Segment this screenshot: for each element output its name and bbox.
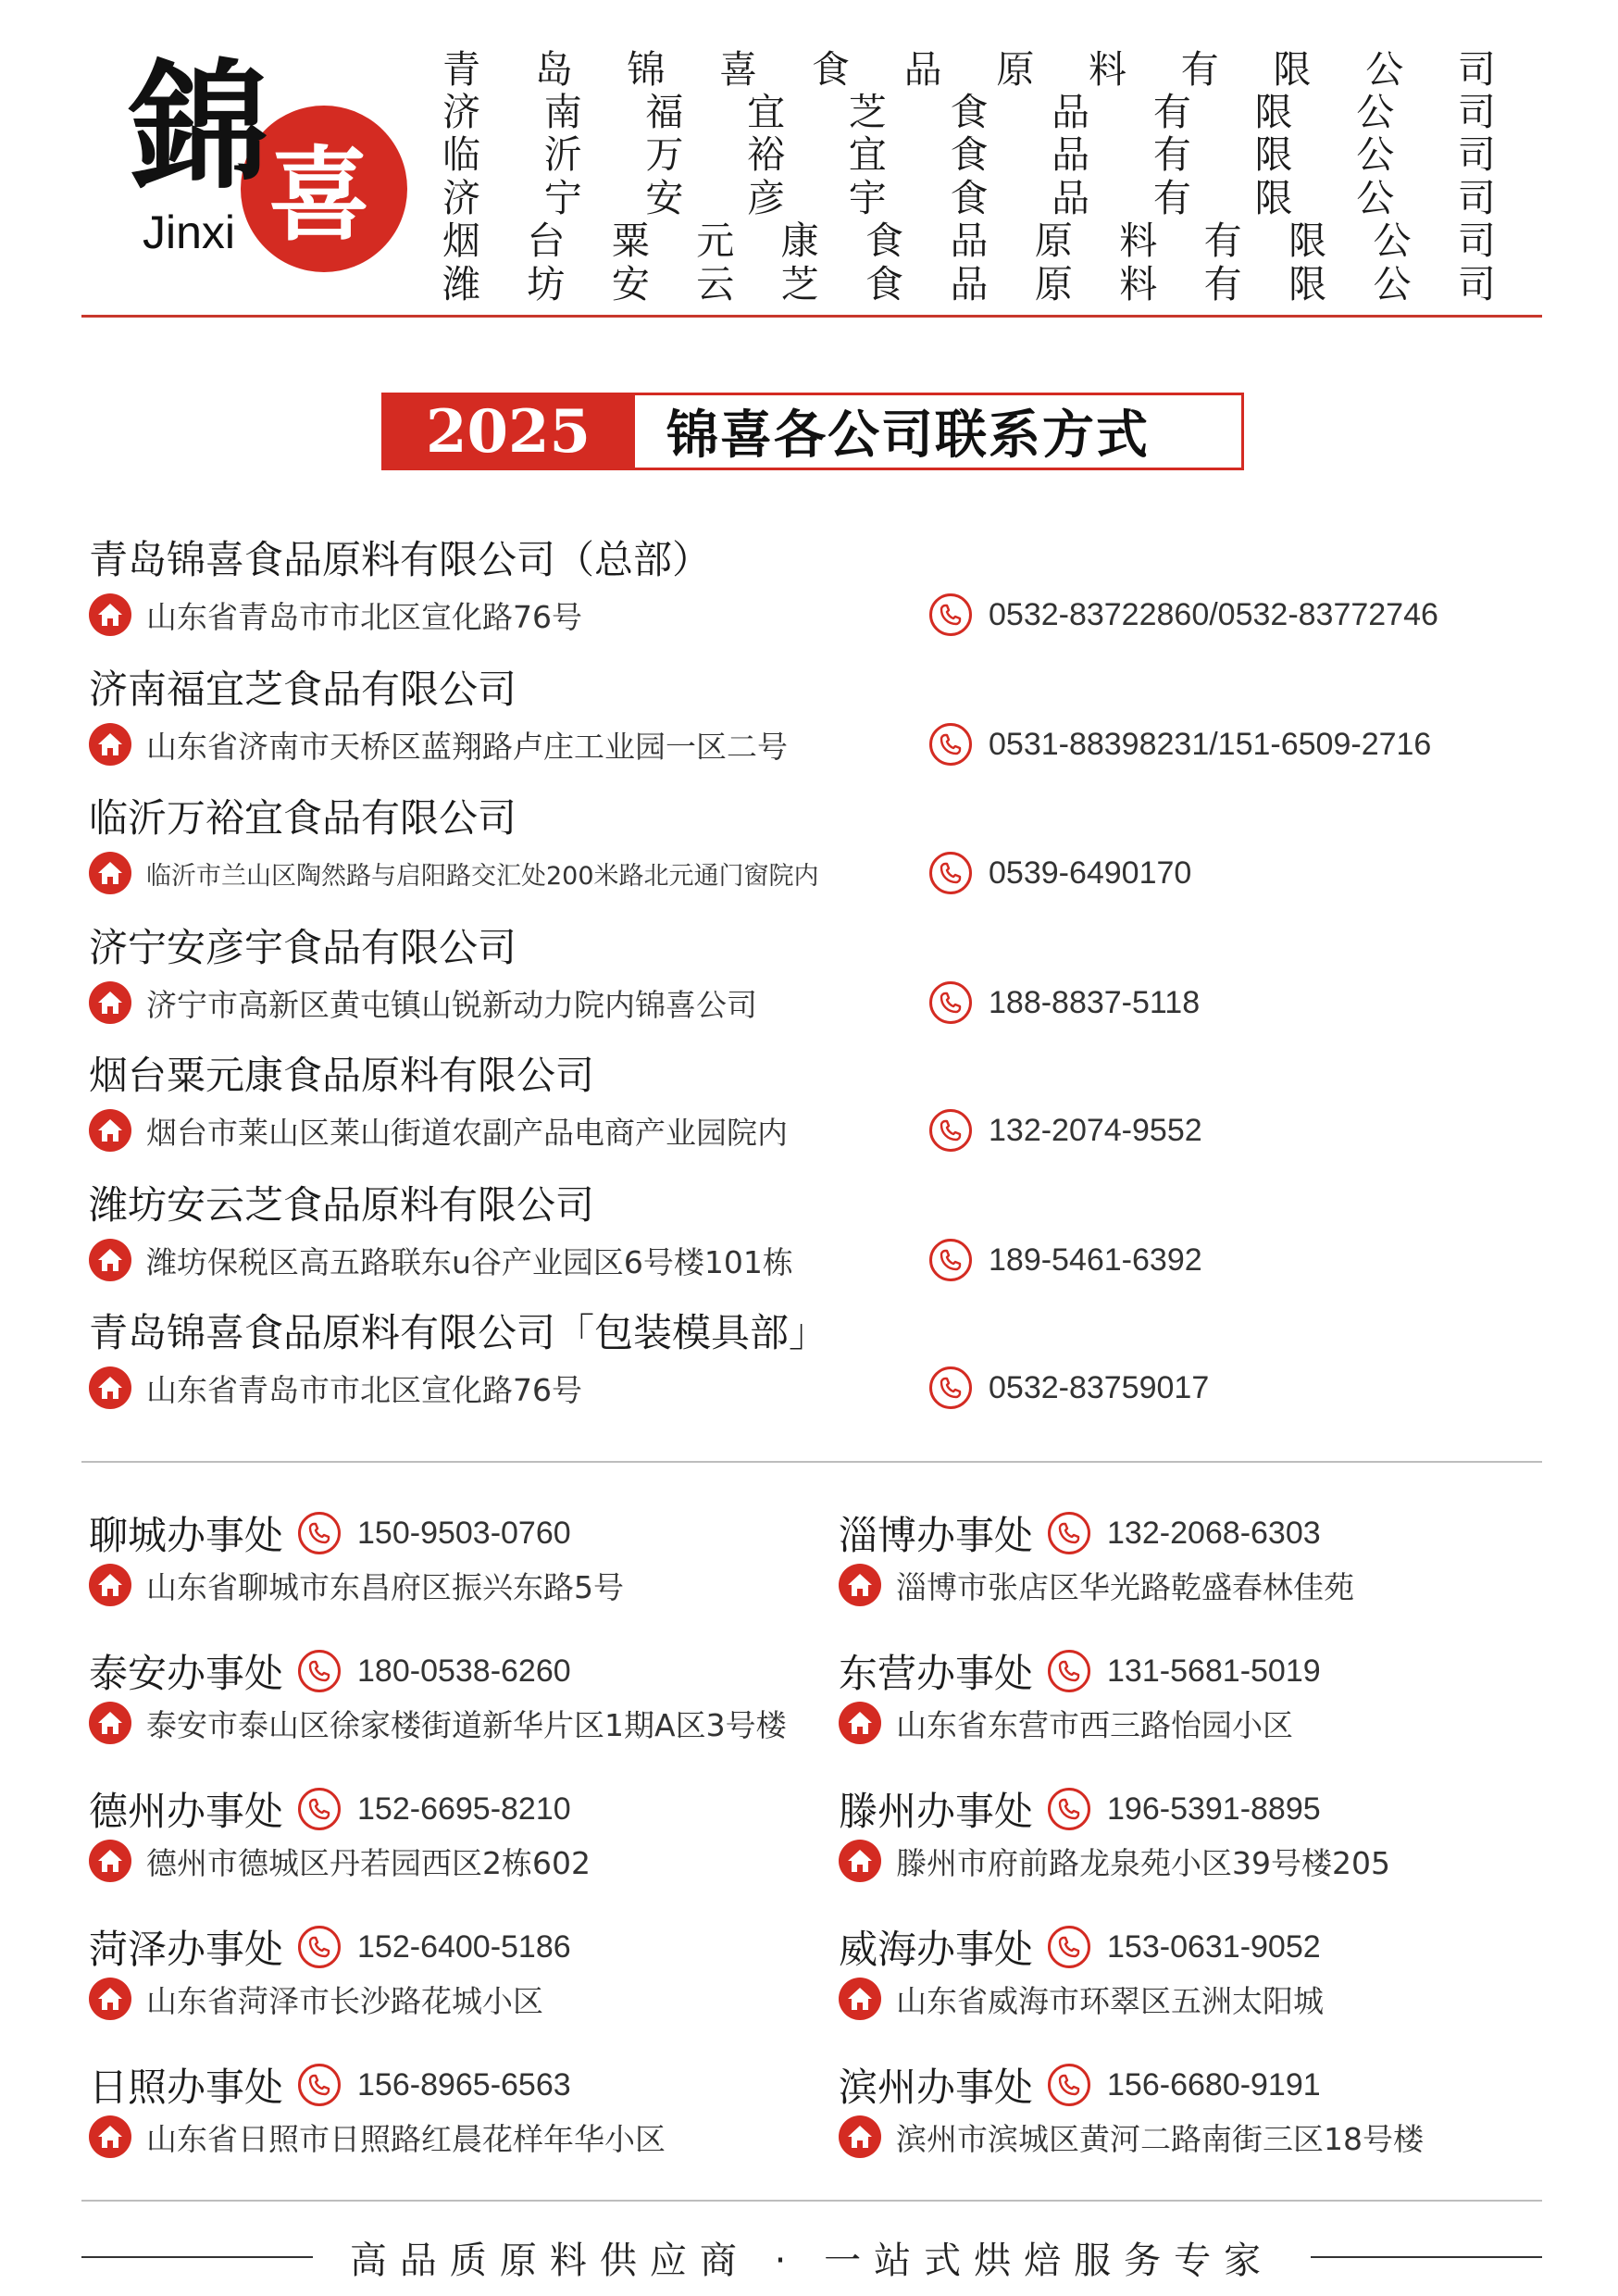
office-entry [839,1507,1579,1609]
phone-icon [298,2064,341,2106]
header-company-char: 食 [865,218,904,264]
header-company-char: 限 [1254,90,1293,135]
office-entry [839,1921,1579,2023]
header-company-char: 食 [950,132,989,178]
phone-icon [1048,1788,1090,1830]
header-company-char: 裕 [747,132,786,178]
home-icon [839,1564,881,1606]
header-company-char: 限 [1288,218,1327,264]
phone-icon [929,1109,972,1152]
header-company-char: 食 [811,46,850,92]
header-company-char: 有 [1152,132,1191,178]
office-name: 日照办事处 [89,2065,284,2110]
company-name: 青岛锦喜食品原料有限公司（总部） [89,537,712,582]
header-company-char: 司 [1457,175,1496,220]
office-entry [89,1783,829,1885]
header-company-char: 有 [1152,175,1191,220]
office-entry [89,2059,829,2161]
address-text: 山东省青岛市市北区宣化路76号 [146,1371,582,1408]
home-icon [839,1840,881,1882]
office-address: 德州市德城区丹若园西区2栋602 [146,1844,591,1881]
office-entry [839,1783,1579,1885]
phone-icon [929,723,972,766]
header-company-char: 公 [1373,218,1412,264]
phone-number[interactable]: 0539-6490170 [989,855,1192,891]
header-company-list [442,44,1496,306]
phone-icon [1048,1512,1090,1554]
office-address: 淄博市张店区华光路乾盛春林佳苑 [896,1568,1354,1605]
office-address: 滕州市府前路龙泉苑小区39号楼205 [896,1844,1390,1881]
header-company-char: 坊 [527,261,566,306]
home-icon [89,1702,131,1744]
home-icon [839,1978,881,2020]
header-company-char: 潍 [442,261,480,306]
header-company-char: 彦 [747,175,786,220]
header-company-char: 福 [645,90,684,135]
header-company-char: 万 [645,132,684,178]
logo-circle-char: 喜 [268,135,370,255]
office-phone[interactable]: 156-6680-9191 [1107,2066,1321,2103]
company-address [89,849,819,897]
header-company-char: 有 [1180,46,1219,92]
office-address: 山东省聊城市东昌府区振兴东路5号 [146,1568,624,1605]
header-company-char: 芝 [848,90,887,135]
office-phone[interactable]: 150-9503-0760 [357,1515,571,1551]
page-title: 锦喜各公司联系方式 [635,393,1244,470]
title-banner [381,393,1244,470]
office-phone[interactable]: 156-8965-6563 [357,2066,571,2103]
header-company-char: 限 [1254,132,1293,178]
section-divider [81,1461,1542,1463]
company-phone [929,979,1200,1027]
header-company-char: 芝 [780,261,819,306]
phone-icon [929,981,972,1024]
jinxi-logo [128,45,378,278]
home-icon [89,1564,131,1606]
home-icon [89,1239,131,1281]
office-address: 山东省东营市西三路怡园小区 [896,1706,1293,1743]
header-company-char: 品 [1052,90,1090,135]
header-company-char: 限 [1273,46,1312,92]
home-icon [839,2115,881,2158]
header-company-char: 沂 [543,132,582,178]
company-name: 临沂万裕宜食品有限公司 [89,795,517,841]
office-address: 山东省菏泽市长沙路花城小区 [146,1982,543,2019]
header-company-char: 烟 [442,218,480,264]
company-phone [929,1364,1209,1412]
phone-icon [298,1926,341,1968]
header-company-char: 宁 [543,175,582,220]
header-company-char: 有 [1152,90,1191,135]
office-name: 淄博办事处 [839,1513,1034,1558]
office-address: 山东省日照市日照路红晨花样年华小区 [146,2120,666,2157]
header-company-char: 安 [645,175,684,220]
company-address [89,1364,582,1412]
company-entry [89,793,1533,897]
office-address: 滨州市滨城区黄河二路南街三区18号楼 [896,2120,1424,2157]
header-company-char: 南 [543,90,582,135]
header-company-char: 公 [1356,175,1395,220]
phone-number[interactable]: 132-2074-9552 [989,1112,1202,1148]
header-company-char: 食 [950,90,989,135]
address-text: 济宁市高新区黄屯镇山锐新动力院内锦喜公司 [146,986,757,1023]
phone-number[interactable]: 0532-83722860/0532-83772746 [989,596,1438,632]
title-year: 2025 [381,393,635,470]
header-company-char: 料 [1119,261,1158,306]
header-company-char: 品 [950,218,989,264]
header-company-char: 济 [442,90,480,135]
company-address [89,1106,788,1154]
office-name: 东营办事处 [839,1651,1034,1696]
header-company-char: 限 [1254,175,1293,220]
home-icon [89,981,131,1024]
office-phone[interactable]: 152-6695-8210 [357,1791,571,1827]
header-company-char: 品 [950,261,989,306]
office-entry [839,1645,1579,1747]
header-company-char: 岛 [534,46,573,92]
header-company-char: 原 [1034,261,1073,306]
address-text: 临沂市兰山区陶然路与启阳路交汇处200米路北元通门窗院内 [146,861,819,891]
header-company-char: 司 [1457,218,1496,264]
office-name: 菏泽办事处 [89,1927,284,1972]
header-company-char: 台 [527,218,566,264]
header-company-char: 司 [1457,90,1496,135]
office-name: 德州办事处 [89,1789,284,1834]
office-name: 威海办事处 [839,1927,1034,1972]
header-company-char: 品 [1052,175,1090,220]
office-entry [89,1645,829,1747]
header-company-char: 临 [442,132,480,178]
header-company-char: 康 [780,218,819,264]
header-company-char: 济 [442,175,480,220]
company-phone [929,849,1191,897]
office-phone[interactable]: 152-6400-5186 [357,1928,571,1965]
phone-icon [929,1366,972,1409]
header-company-char: 锦 [627,46,666,92]
company-phone [929,1106,1202,1154]
company-address [89,720,788,768]
address-text: 山东省青岛市市北区宣化路76号 [146,598,582,635]
header-company-char: 宜 [747,90,786,135]
footer [81,2229,1542,2285]
office-phone[interactable]: 132-2068-6303 [1107,1515,1321,1551]
phone-icon [298,1788,341,1830]
logo-main-char: 錦 [130,45,269,208]
home-icon [839,1702,881,1744]
header-company-char: 食 [950,175,989,220]
footer-slogan: 高品质原料供应商 · 一站式烘焙服务专家 [349,2239,1275,2282]
header-company-char: 安 [611,261,650,306]
company-entry [89,1308,1533,1412]
phone-icon [929,1239,972,1281]
company-name: 青岛锦喜食品原料有限公司「包装模具部」 [89,1310,828,1355]
logo-english: Jinxi [143,206,236,258]
header-company-char: 宇 [848,175,887,220]
phone-number[interactable]: 0532-83759017 [989,1369,1210,1405]
phone-number[interactable]: 0531-88398231/151-6509-2716 [989,726,1432,762]
office-entry [839,2059,1579,2161]
company-phone [929,720,1431,768]
office-name: 滨州办事处 [839,2065,1034,2110]
header-company-char: 公 [1365,46,1404,92]
home-icon [89,1109,131,1152]
home-icon [89,723,131,766]
company-name: 济宁安彦宇食品有限公司 [89,925,517,970]
company-name: 潍坊安云芝食品原料有限公司 [89,1182,595,1228]
home-icon [89,1978,131,2020]
header-company-char: 有 [1203,218,1242,264]
address-text: 烟台市莱山区莱山街道农副产品电商产业园院内 [146,1114,788,1151]
header-company-char: 公 [1356,90,1395,135]
company-address [89,1236,793,1284]
office-entry [89,1507,829,1609]
office-address: 泰安市泰山区徐家楼街道新华片区1期A区3号楼 [146,1706,787,1743]
footer-line-right [1311,2256,1542,2258]
office-entry [89,1921,829,2023]
phone-icon [1048,1926,1090,1968]
home-icon [89,1366,131,1409]
header-divider [81,315,1542,318]
address-text: 山东省济南市天桥区蓝翔路卢庄工业园一区二号 [146,728,788,765]
company-entry [89,1180,1533,1284]
phone-icon [929,593,972,636]
header-company-char: 食 [865,261,904,306]
footer-divider [81,2200,1542,2202]
footer-line-left [81,2256,313,2258]
header-company-char: 公 [1356,132,1395,178]
company-name: 济南福宜芝食品有限公司 [89,667,517,712]
home-icon [89,1840,131,1882]
office-name: 聊城办事处 [89,1513,284,1558]
home-icon [89,852,131,894]
header-company-char: 宜 [848,132,887,178]
office-address: 山东省威海市环翠区五洲太阳城 [896,1982,1324,2019]
phone-icon [1048,1650,1090,1692]
office-phone[interactable]: 131-5681-5019 [1107,1653,1321,1689]
header-company-char: 有 [1203,261,1242,306]
office-phone[interactable]: 153-0631-9052 [1107,1928,1321,1965]
office-name: 泰安办事处 [89,1651,284,1696]
header-company-char: 原 [996,46,1035,92]
header-company-line [442,259,1496,306]
phone-icon [298,1650,341,1692]
phone-number[interactable]: 188-8837-5118 [989,984,1201,1020]
phone-icon [298,1512,341,1554]
header-company-char: 司 [1457,132,1496,178]
header-company-char: 原 [1034,218,1073,264]
header-company-char: 粟 [611,218,650,264]
header-company-char: 喜 [719,46,758,92]
header-company-char: 限 [1288,261,1327,306]
header-company-char: 青 [442,46,480,92]
header-company-char: 料 [1089,46,1127,92]
company-phone [929,1236,1202,1284]
phone-number[interactable]: 189-5461-6392 [989,1242,1202,1278]
header-company-char: 品 [1052,132,1090,178]
home-icon [89,2115,131,2158]
header-company-char: 司 [1457,46,1496,92]
company-name: 烟台粟元康食品原料有限公司 [89,1053,595,1098]
header-company-char: 司 [1457,261,1496,306]
company-phone [929,591,1438,639]
header-company-char: 元 [696,218,735,264]
office-name: 滕州办事处 [839,1789,1034,1834]
header-company-char: 云 [696,261,735,306]
company-address [89,979,757,1027]
office-phone[interactable]: 180-0538-6260 [357,1653,571,1689]
company-entry [89,665,1533,768]
company-entry [89,1051,1533,1154]
home-icon [89,593,131,636]
header-company-char: 品 [903,46,942,92]
company-address [89,591,582,639]
phone-icon [1048,2064,1090,2106]
office-phone[interactable]: 196-5391-8895 [1107,1791,1321,1827]
phone-icon [929,852,972,894]
company-entry [89,535,1533,639]
company-entry [89,923,1533,1027]
address-text: 潍坊保税区高五路联东u谷产业园区6号楼101栋 [146,1243,793,1280]
header-company-char: 料 [1119,218,1158,264]
header-company-char: 公 [1373,261,1412,306]
